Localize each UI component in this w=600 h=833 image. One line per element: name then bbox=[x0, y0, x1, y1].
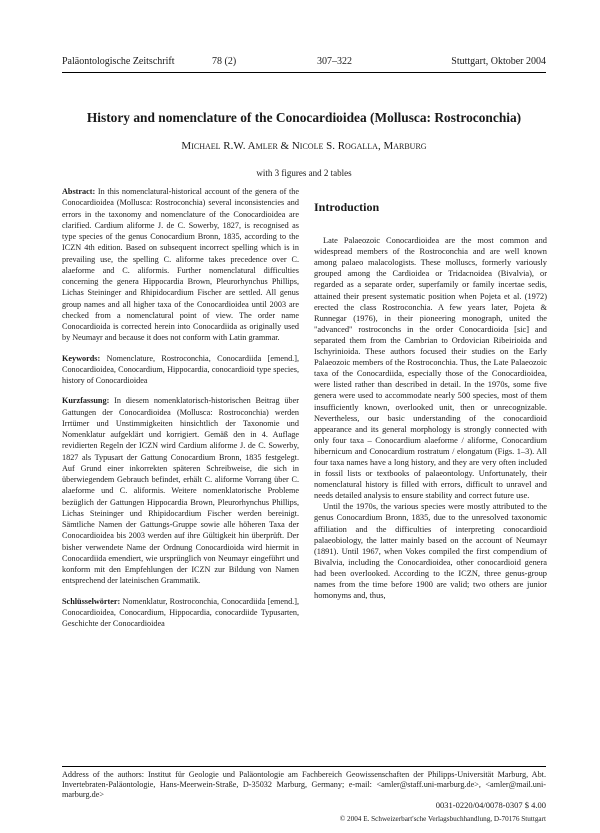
kurzfassung-paragraph bbox=[62, 395, 299, 586]
figures-note: with 3 figures and 2 tables bbox=[256, 168, 352, 178]
footnote-divider bbox=[62, 766, 546, 767]
copyright-line: © 2004 E. Schweizerbart'sche Verlagsbuchhandlung, D-70176 Stuttgart bbox=[339, 815, 546, 823]
journal-name: Paläontologische Zeitschrift bbox=[62, 56, 175, 67]
author-address-footnote: Address of the authors: Institut für Geologie und Paläontologie am Fachbereich Geowissenschaften der Philipps-Universität Marburg, Abt. Invertebraten-Paläontologie, Hans-Meerwein-Straße, D-35032 Marburg, Germany; e-mail: <amler@staff.uni-marburg.de>, <amler@mail.uni-marburg.de> bbox=[62, 770, 546, 799]
issn-line: 0031-0220/04/0078-0307 $ 4.00 bbox=[435, 800, 546, 810]
kurzfassung-text: In diesem nomenklatorisch-historischen Beitrag über Gattungen der Conocardioidea (Mollusca: Rostroconchia) werden Irrtümer und Unstimmigkeiten hinsichtlich der Taxonomie und Nomenklatur aufgeklärt und korrigiert. Gemäß den in 4. Auflage revidierten Regeln der ICZN wird Cardium aliforme J. de C. Sowerby, 1827 als Typusart der Gattung Conocardium Bronn, 1835 festgelegt. Auf Grund einer inkorrekten späteren Schreibweise, die sich in überwiegendem Gebrauch befindet, erhält C. aliforme Vorrang über C. alaeforme und C. aliformis. Weitere nomenklatorische Probleme bezüglich der Gattungen Hippocardia Brown, Pleurorhynchus Phillips, Lichas Steininger und Rhipidocardium Fischer werden bereinigt. Sämtliche Namen der Gattungs-Gruppe sowie alle höheren Taxa der Conocardioidea bis 2003 werden auf ihre Gültigkeit hin überprüft. Der bisher verwendete Name der Ordnung Conocardioida wird hiermit in Conocardiida emendiert, wie ursprünglich von Neumayr eingeführt und konform mit den Empfehlungen der ICZN zur Bildung von Namen entsprechend der lateinischen Grammatik. bbox=[62, 396, 300, 586]
article-authors: Michael R.W. Amler & Nicole S. Rogalla, Marburg bbox=[181, 140, 427, 152]
introduction-paragraph-1: Late Palaeozoic Conocardioidea are the most common and widespread members of the Rostroconchia and are well known among palaeo malacologists. These molluscs, formerly variously grouped among the Cardioidea or Tridacnoidea (Bivalvia), or regarded as a separate order, superfamily or family incertae sedis, attained their present systematic position when Pojeta et al. (1972) erected the class Rostroconchia. A few years later, Pojeta & Runnegar (1976), in their pioneering monograph, united the "advanced" rostroconchs in the order Conocardioida [sic] and separated them from the Cambrian to Ordovician Ribeirioida and Ischyrinioida. These authors focused their studies on the Early Palaeozoic members of the Rostroconchia. Thus, the Late Palaeozoic taxa of the Conocardiida, especially those of the Conocardioidea, were listed rather than described in detail. In the 1970s, some five genera were used to accommodate nearly 500 species, most of them insufficiently known, overlooked unit, then or unrecognizable. Nevertheless, our basic understanding of the conocardioid appearance and its general morphology is strongly connected with only four taxa – Conocardium alaeforme / aliforme, Conocardium hibernicum and Conocardium rostratum / elongatum (Figs. 1–3). All four taxa names have a long history, and they are very often included in fossil lists or textbooks of palaeontology. Unfortunately, their nomenclatural history is filled with errors, difficult to unravel and needs detailed analysis to ensure stability and correct future use. bbox=[314, 236, 547, 501]
kurzfassung-label: Kurzfassung: bbox=[62, 396, 110, 406]
volume-issue: 78 (2) bbox=[212, 56, 237, 67]
schluesselwoerter-label: Schlüsselwörter: bbox=[62, 596, 121, 606]
abstract-column bbox=[62, 186, 299, 638]
place-date: Stuttgart, Oktober 2004 bbox=[451, 56, 546, 67]
introduction-heading: Introduction bbox=[314, 200, 380, 214]
schluesselwoerter-paragraph bbox=[62, 596, 299, 630]
keywords-label: Keywords: bbox=[62, 353, 101, 363]
introduction-paragraph-2: Until the 1970s, the various species were mostly attributed to the genus Conocardium Bronn, 1835, due to the unresolved taxonomic affiliation and the difficulties of interpreting conocardioid palaeobiology, the latter mainly based on the account of Neumayr (1891). Until 1967, when Vokes compiled the first compendium of Bivalvia, including the Conocardioidea, other conocardioid genera had been overlooked. According to the ICZN, three genus-group names from the time before 1900 are valid; two others are junior homonyms and, thus, bbox=[314, 502, 547, 601]
keywords-paragraph bbox=[62, 353, 299, 387]
abstract-paragraph bbox=[62, 186, 299, 344]
article-title: History and nomenclature of the Conocardioidea (Mollusca: Rostroconchia) bbox=[86, 110, 522, 125]
abstract-label: Abstract: bbox=[62, 187, 96, 196]
keywords-text: Nomenclature, Rostroconchia, Conocardiida [emend.], Conocardioidea, Conocardium, Hippocardia, conocardioid type species, history of Conocardioidea bbox=[62, 353, 299, 385]
running-header bbox=[62, 56, 546, 73]
page-range: 307–322 bbox=[317, 56, 352, 67]
schluesselwoerter-text: Nomenklatur, Rostroconchia, Conocardiida [emend.], Conocardioidea, Conocardium, Hippocardia, conocardiide Typusarten, Geschichte der Conocardioidea bbox=[62, 596, 299, 628]
introduction-column bbox=[314, 202, 547, 601]
abstract-text: In this nomenclatural-historical account of the genera of the Conocardioidea (Mollusca: Rostroconchia) several inconsistencies and errors in the taxonomy and nomenclature of the Conocardioidea are clarified. Cardium aliforme J. de C. Sowerby, 1827, is recognised as type species of the genus Conocardium Bronn, 1835, according to the ICZN 4th edition. Based on subsequent incorrect spelling which is in prevailing use, the spelling C. aliforme takes precedence over C. alaeforme and C. aliformis. Further nomenclatural difficulties concerning the genera Hippocardia Brown, Pleurorhynchus Phillips, Lichas Steininger and Rhipidocardium Fischer are settled. All genus group names and all higher taxa of the Conocardioidea until 2003 are checked from a nomenclatural point of view. The order name Conocardioida is corrected herein into Conocardiida as originally used by Neumayr and because it does not conform with Latin grammar. bbox=[62, 187, 300, 343]
